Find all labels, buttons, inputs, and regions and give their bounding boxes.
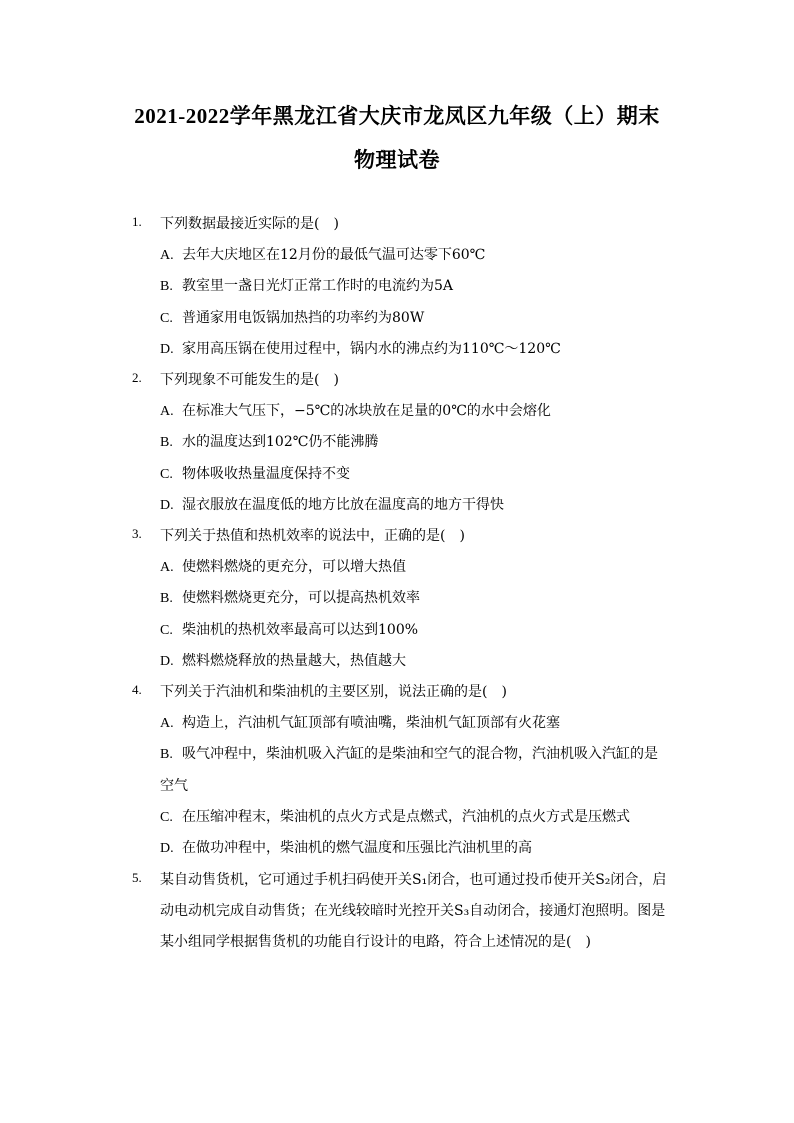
question-number: 1. bbox=[132, 214, 142, 229]
option-c: C. 在压缩冲程末，柴油机的点火方式是点燃式，汽油机的点火方式是压燃式 bbox=[160, 809, 630, 825]
question-stem: 下列关于热值和热机效率的说法中，正确的是( ) bbox=[160, 528, 465, 544]
option-b: B. 教室里一盏日光灯正常工作时的电流约为5A bbox=[160, 278, 454, 294]
option-d: D. 燃料燃烧释放的热量越大，热值越大 bbox=[160, 653, 406, 669]
option-b: B. 吸气冲程中，柴油机吸入汽缸的是柴油和空气的混合物，汽油机吸入汽缸的是 bbox=[160, 746, 658, 762]
option-b-continuation: 空气 bbox=[160, 778, 188, 794]
option-b: B. 水的温度达到102℃仍不能沸腾 bbox=[160, 434, 379, 450]
option-a: A. 在标准大气压下，−5℃的冰块放在足量的0℃的水中会熔化 bbox=[160, 403, 551, 419]
question-stem-line3: 某小组同学根据售货机的功能自行设计的电路，符合上述情况的是( ) bbox=[160, 934, 591, 950]
option-c: C. 普通家用电饭锅加热挡的功率约为80W bbox=[160, 310, 425, 326]
option-a: A. 去年大庆地区在12月份的最低气温可达零下60℃ bbox=[160, 247, 486, 263]
page-title-line2: 物理试卷 bbox=[354, 148, 440, 172]
page-title-line1: 2021-2022学年黑龙江省大庆市龙凤区九年级（上）期末 bbox=[134, 104, 660, 128]
question-stem-line1: 某自动售货机，它可通过手机扫码使开关S₁闭合，也可通过投币使开关S₂闭合，启 bbox=[160, 872, 667, 888]
option-c: C. 物体吸收热量温度保持不变 bbox=[160, 466, 350, 482]
question-stem-line2: 动电动机完成自动售货；在光线较暗时光控开关S₃自动闭合，接通灯泡照明。图是 bbox=[160, 903, 666, 919]
question-stem: 下列现象不可能发生的是( ) bbox=[160, 372, 339, 388]
question-stem: 下列关于汽油机和柴油机的主要区别，说法正确的是( ) bbox=[160, 684, 507, 700]
question-stem: 下列数据最接近实际的是( ) bbox=[160, 216, 339, 232]
question-number: 3. bbox=[132, 526, 142, 541]
option-c: C. 柴油机的热机效率最高可以达到100% bbox=[160, 622, 419, 638]
question-number: 2. bbox=[132, 370, 142, 385]
option-d: D. 在做功冲程中，柴油机的燃气温度和压强比汽油机里的高 bbox=[160, 840, 532, 856]
option-d: D. 湿衣服放在温度低的地方比放在温度高的地方干得快 bbox=[160, 497, 504, 513]
option-d: D. 家用高压锅在使用过程中，锅内水的沸点约为110℃～120℃ bbox=[160, 341, 561, 357]
option-a: A. 构造上，汽油机气缸顶部有喷油嘴，柴油机气缸顶部有火花塞 bbox=[160, 715, 560, 731]
option-b: B. 使燃料燃烧更充分，可以提高热机效率 bbox=[160, 590, 420, 606]
question-number: 5. bbox=[132, 870, 142, 885]
option-a: A. 使燃料燃烧的更充分，可以增大热值 bbox=[160, 559, 406, 575]
question-number: 4. bbox=[132, 682, 142, 697]
